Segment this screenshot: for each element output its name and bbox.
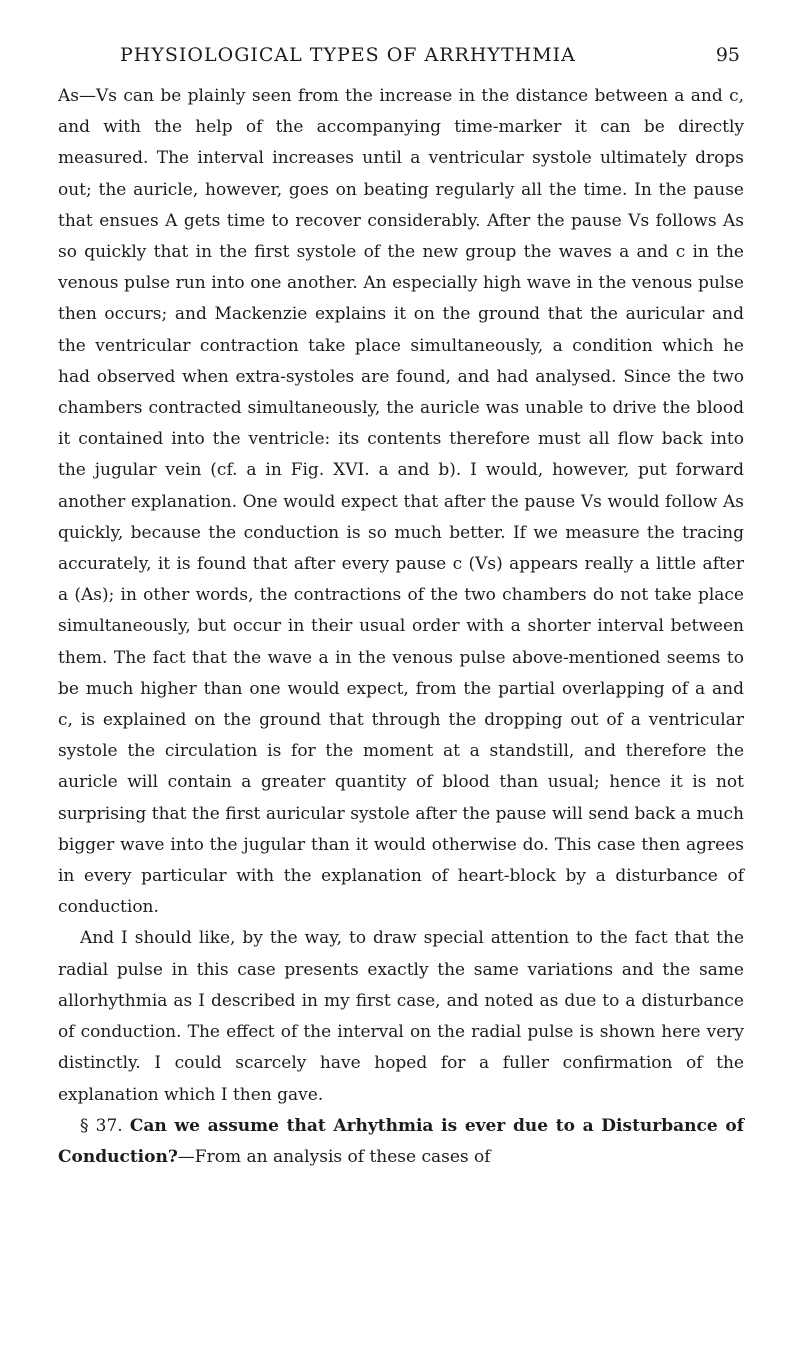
- page-number: 95: [715, 44, 740, 66]
- section-paragraph: [58, 1111, 744, 1173]
- paragraph-2: And I should like, by the way, to draw special attention to the fact that the radial pulse in this case presents exactly the same variations and the same allorhythmia as I described in my first case, and noted as due to a disturbance of conduction. The effect of the interval on the radial pulse is shown here very distinctly. I could scarcely have hoped for a fuller confirmation of the explanation which I then gave.: [58, 928, 744, 1105]
- running-title: PHYSIOLOGICAL TYPES OF ARRHYTHMIA: [120, 44, 576, 66]
- section-text: —From an analysis of these cases of: [177, 1146, 491, 1167]
- running-head: [58, 44, 744, 66]
- section-number: § 37.: [80, 1115, 123, 1136]
- paragraph-1: As—Vs can be plainly seen from the increase in the distance between a and c, and with the help of the accompanying time-marker it can be directly measured. The interval increases until a ventricular systole ultimately drops out; the auricle, however, goes on beating regularly all the time. In the pause that ensues A gets time to recover considerably. After the pause Vs follows As so quickly that in the first systole of the new group the waves a and c in the venous pulse run into one another. An especially high wave in the venous pulse then occurs; and Mackenzie explains it on the ground that the auricular and the ventricular contraction take place simultaneously, a condition which he had observed when extra-systoles are found, and had analysed. Since the two chambers contracted simultaneously, the auricle was unable to drive the blood it contained into the ventricle: its contents therefore must all flow back into the jugular vein (cf. a in Fig. XVI. a and b). I would, however, put forward another explanation. One would expect that after the pause Vs would follow As quickly, because the conduction is so much better. If we measure the tracing accurately, it is found that after every pause c (Vs) appears really a little after a (As); in other words, the contractions of the two chambers do not take place simultaneously, but occur in their usual order with a shorter interval between them. The fact that the wave a in the venous pulse above-mentioned seems to be much higher than one would expect, from the partial overlapping of a and c, is explained on the ground that through the dropping out of a ventricular systole the circulation is for the moment at a standstill, and therefore the auricle will contain a greater quantity of blood than usual; hence it is not surprising that the first auricular systole after the pause will send back a much bigger wave into the jugular than it would otherwise do. This case then agrees in every particular with the explanation of heart-block by a disturbance of conduction.: [58, 86, 744, 918]
- page-body: [58, 81, 744, 1173]
- section-heading: Can we assume that Arhythmia is ever due to a Disturbance of Conduction?: [58, 1115, 745, 1167]
